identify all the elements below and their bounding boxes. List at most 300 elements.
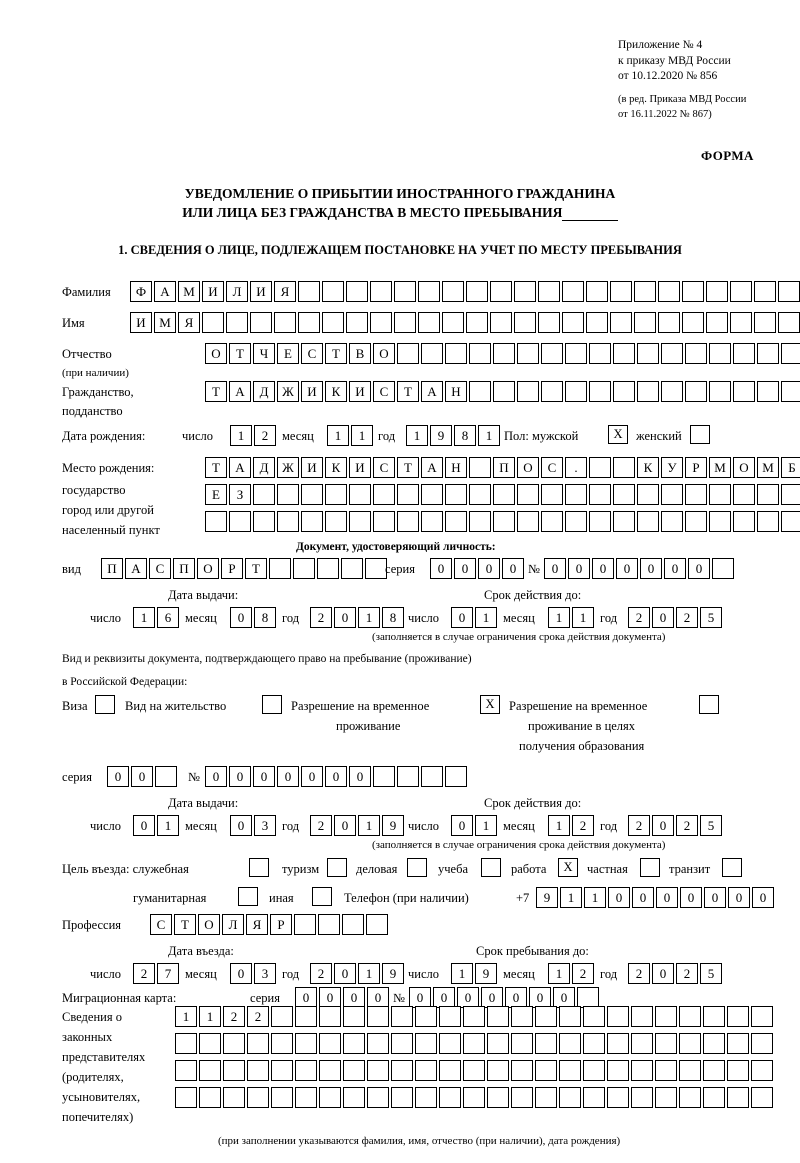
form-cell[interactable]	[247, 1033, 269, 1054]
form-cell[interactable]	[751, 1060, 773, 1081]
form-cell[interactable]	[589, 511, 611, 532]
form-cell[interactable]: Н	[445, 381, 467, 402]
profession-cells[interactable]	[150, 914, 390, 935]
form-cell[interactable]	[661, 381, 683, 402]
form-cell[interactable]: 1	[351, 425, 373, 446]
form-cell[interactable]: И	[250, 281, 272, 302]
form-cell[interactable]: 1	[548, 815, 570, 836]
form-cell[interactable]	[583, 1060, 605, 1081]
form-cell[interactable]	[439, 1033, 461, 1054]
form-cell[interactable]	[370, 312, 392, 333]
form-cell[interactable]	[469, 381, 491, 402]
form-cell[interactable]	[271, 1006, 293, 1027]
temp-residence-checkbox[interactable]: X	[480, 695, 500, 714]
form-cell[interactable]: 0	[334, 607, 356, 628]
form-cell[interactable]	[607, 1060, 629, 1081]
form-cell[interactable]: П	[493, 457, 515, 478]
form-cell[interactable]	[757, 343, 779, 364]
form-cell[interactable]	[226, 312, 248, 333]
form-cell[interactable]	[661, 511, 683, 532]
form-cell[interactable]	[370, 281, 392, 302]
residence-permit-checkbox[interactable]	[262, 695, 282, 714]
form-cell[interactable]	[583, 1087, 605, 1108]
form-cell[interactable]	[679, 1087, 701, 1108]
form-cell[interactable]	[319, 1033, 341, 1054]
legal-rep-row-3-cells[interactable]	[175, 1060, 775, 1081]
form-cell[interactable]	[295, 1060, 317, 1081]
form-cell[interactable]: 0	[430, 558, 452, 579]
purpose-study-checkbox[interactable]	[481, 858, 501, 877]
form-cell[interactable]	[589, 381, 611, 402]
form-cell[interactable]: 0	[608, 887, 630, 908]
form-cell[interactable]	[607, 1033, 629, 1054]
form-cell[interactable]	[658, 281, 680, 302]
birth-place-row-1-cells[interactable]	[205, 457, 800, 478]
form-cell[interactable]: 0	[367, 987, 389, 1008]
issue-day-cells[interactable]	[133, 607, 181, 628]
form-cell[interactable]	[421, 343, 443, 364]
form-cell[interactable]: 0	[131, 766, 153, 787]
form-cell[interactable]	[317, 558, 339, 579]
form-cell[interactable]	[781, 511, 800, 532]
form-cell[interactable]	[511, 1033, 533, 1054]
form-cell[interactable]	[703, 1006, 725, 1027]
form-cell[interactable]: З	[229, 484, 251, 505]
phone-cells[interactable]	[536, 887, 776, 908]
purpose-other-checkbox[interactable]	[312, 887, 332, 906]
form-cell[interactable]: 0	[433, 987, 455, 1008]
form-cell[interactable]	[565, 484, 587, 505]
valid-day-cells[interactable]	[451, 607, 499, 628]
form-cell[interactable]	[421, 484, 443, 505]
surname-cells[interactable]	[130, 281, 800, 302]
form-cell[interactable]: С	[373, 381, 395, 402]
doc-series-cells[interactable]	[430, 558, 526, 579]
form-cell[interactable]: Т	[397, 457, 419, 478]
form-cell[interactable]: 0	[454, 558, 476, 579]
form-cell[interactable]: 0	[505, 987, 527, 1008]
form-cell[interactable]: Р	[221, 558, 243, 579]
form-cell[interactable]	[325, 484, 347, 505]
form-cell[interactable]	[637, 511, 659, 532]
form-cell[interactable]	[175, 1087, 197, 1108]
purpose-transit-checkbox[interactable]	[722, 858, 742, 877]
form-cell[interactable]	[703, 1087, 725, 1108]
form-cell[interactable]: 0	[451, 607, 473, 628]
form-cell[interactable]: 8	[454, 425, 476, 446]
citizenship-cells[interactable]	[205, 381, 800, 402]
form-cell[interactable]	[517, 511, 539, 532]
form-cell[interactable]: Р	[685, 457, 707, 478]
form-cell[interactable]	[445, 343, 467, 364]
form-cell[interactable]	[754, 312, 776, 333]
form-cell[interactable]	[391, 1087, 413, 1108]
form-cell[interactable]	[199, 1060, 221, 1081]
form-cell[interactable]	[631, 1033, 653, 1054]
form-cell[interactable]: 0	[334, 815, 356, 836]
form-cell[interactable]: 1	[584, 887, 606, 908]
form-cell[interactable]	[469, 511, 491, 532]
form-cell[interactable]	[613, 511, 635, 532]
form-cell[interactable]	[269, 558, 291, 579]
form-cell[interactable]	[294, 914, 316, 935]
form-cell[interactable]: 0	[502, 558, 524, 579]
form-cell[interactable]	[733, 511, 755, 532]
doc-kind-cells[interactable]	[101, 558, 389, 579]
form-cell[interactable]	[709, 484, 731, 505]
patronymic-cells[interactable]	[205, 343, 800, 364]
form-cell[interactable]	[586, 281, 608, 302]
form-cell[interactable]	[751, 1087, 773, 1108]
form-cell[interactable]: О	[205, 343, 227, 364]
form-cell[interactable]: И	[130, 312, 152, 333]
form-cell[interactable]: 2	[628, 607, 650, 628]
form-cell[interactable]	[634, 312, 656, 333]
form-cell[interactable]: М	[757, 457, 779, 478]
form-cell[interactable]	[679, 1060, 701, 1081]
form-cell[interactable]	[463, 1033, 485, 1054]
doc-number-cells[interactable]	[544, 558, 736, 579]
form-cell[interactable]: Т	[229, 343, 251, 364]
form-cell[interactable]	[709, 343, 731, 364]
birth-day-cells[interactable]	[230, 425, 278, 446]
form-cell[interactable]	[493, 381, 515, 402]
form-cell[interactable]	[397, 511, 419, 532]
form-cell[interactable]: 1	[406, 425, 428, 446]
form-cell[interactable]	[343, 1006, 365, 1027]
form-cell[interactable]	[679, 1033, 701, 1054]
form-cell[interactable]	[487, 1006, 509, 1027]
form-cell[interactable]	[199, 1033, 221, 1054]
form-cell[interactable]	[202, 312, 224, 333]
purpose-private-checkbox[interactable]	[640, 858, 660, 877]
stay-year-cells[interactable]	[628, 963, 724, 984]
edu-residence-checkbox[interactable]	[699, 695, 719, 714]
form-cell[interactable]: О	[197, 558, 219, 579]
form-cell[interactable]	[658, 312, 680, 333]
form-cell[interactable]: Б	[781, 457, 800, 478]
form-cell[interactable]: Т	[174, 914, 196, 935]
form-cell[interactable]	[367, 1033, 389, 1054]
form-cell[interactable]	[490, 281, 512, 302]
form-cell[interactable]	[511, 1060, 533, 1081]
form-cell[interactable]: 2	[310, 963, 332, 984]
form-cell[interactable]	[293, 558, 315, 579]
form-cell[interactable]: В	[349, 343, 371, 364]
form-cell[interactable]	[586, 312, 608, 333]
form-cell[interactable]	[778, 281, 800, 302]
form-cell[interactable]: 0	[409, 987, 431, 1008]
form-cell[interactable]: 9	[382, 815, 404, 836]
migration-number-cells[interactable]	[409, 987, 601, 1008]
form-cell[interactable]	[751, 1033, 773, 1054]
form-cell[interactable]	[229, 511, 251, 532]
form-cell[interactable]: Т	[397, 381, 419, 402]
issue-month-cells[interactable]	[230, 607, 278, 628]
form-cell[interactable]	[562, 312, 584, 333]
form-cell[interactable]: 0	[230, 607, 252, 628]
form-cell[interactable]: И	[301, 381, 323, 402]
form-cell[interactable]	[342, 914, 364, 935]
form-cell[interactable]: Д	[253, 457, 275, 478]
permit-valid-day-cells[interactable]	[451, 815, 499, 836]
form-cell[interactable]: 0	[457, 987, 479, 1008]
form-cell[interactable]	[655, 1033, 677, 1054]
form-cell[interactable]	[271, 1033, 293, 1054]
form-cell[interactable]: Т	[325, 343, 347, 364]
form-cell[interactable]: А	[421, 381, 443, 402]
form-cell[interactable]: 0	[728, 887, 750, 908]
form-cell[interactable]	[535, 1033, 557, 1054]
form-cell[interactable]	[727, 1087, 749, 1108]
form-cell[interactable]	[679, 1006, 701, 1027]
form-cell[interactable]	[277, 484, 299, 505]
form-cell[interactable]	[682, 312, 704, 333]
form-cell[interactable]: П	[101, 558, 123, 579]
permit-series-cells[interactable]	[107, 766, 179, 787]
form-cell[interactable]: 0	[688, 558, 710, 579]
form-cell[interactable]: 7	[157, 963, 179, 984]
purpose-humanitarian-checkbox[interactable]	[238, 887, 258, 906]
form-cell[interactable]: 0	[107, 766, 129, 787]
form-cell[interactable]: 0	[277, 766, 299, 787]
form-cell[interactable]	[325, 511, 347, 532]
form-cell[interactable]: О	[198, 914, 220, 935]
form-cell[interactable]	[155, 766, 177, 787]
form-cell[interactable]: 1	[548, 607, 570, 628]
form-cell[interactable]	[365, 558, 387, 579]
legal-rep-row-2-cells[interactable]	[175, 1033, 775, 1054]
form-cell[interactable]	[223, 1087, 245, 1108]
form-cell[interactable]	[463, 1087, 485, 1108]
form-cell[interactable]: 0	[529, 987, 551, 1008]
form-cell[interactable]	[439, 1087, 461, 1108]
form-cell[interactable]	[685, 381, 707, 402]
form-cell[interactable]: 0	[640, 558, 662, 579]
permit-valid-year-cells[interactable]	[628, 815, 724, 836]
form-cell[interactable]: М	[154, 312, 176, 333]
form-cell[interactable]: 0	[205, 766, 227, 787]
form-cell[interactable]: 0	[616, 558, 638, 579]
form-cell[interactable]	[631, 1060, 653, 1081]
form-cell[interactable]	[346, 281, 368, 302]
form-cell[interactable]	[631, 1006, 653, 1027]
form-cell[interactable]: Д	[253, 381, 275, 402]
form-cell[interactable]: 1	[157, 815, 179, 836]
form-cell[interactable]	[514, 312, 536, 333]
form-cell[interactable]: 1	[230, 425, 252, 446]
form-cell[interactable]: 2	[254, 425, 276, 446]
form-cell[interactable]	[349, 511, 371, 532]
form-cell[interactable]: 0	[704, 887, 726, 908]
form-cell[interactable]	[343, 1060, 365, 1081]
form-cell[interactable]: 0	[230, 963, 252, 984]
purpose-service-checkbox[interactable]	[249, 858, 269, 877]
form-cell[interactable]: 0	[133, 815, 155, 836]
form-cell[interactable]: А	[125, 558, 147, 579]
form-cell[interactable]	[373, 484, 395, 505]
form-cell[interactable]: 2	[133, 963, 155, 984]
form-cell[interactable]	[175, 1033, 197, 1054]
form-cell[interactable]	[703, 1033, 725, 1054]
form-cell[interactable]	[343, 1087, 365, 1108]
form-cell[interactable]: Ч	[253, 343, 275, 364]
form-cell[interactable]: И	[349, 381, 371, 402]
valid-month-cells[interactable]	[548, 607, 596, 628]
form-cell[interactable]	[367, 1060, 389, 1081]
form-cell[interactable]: 0	[301, 766, 323, 787]
purpose-tourism-checkbox[interactable]	[327, 858, 347, 877]
form-cell[interactable]	[517, 343, 539, 364]
form-cell[interactable]: Р	[270, 914, 292, 935]
form-cell[interactable]	[541, 484, 563, 505]
form-cell[interactable]	[781, 343, 800, 364]
issue-year-cells[interactable]	[310, 607, 406, 628]
entry-month-cells[interactable]	[230, 963, 278, 984]
form-cell[interactable]	[223, 1060, 245, 1081]
form-cell[interactable]	[469, 457, 491, 478]
form-cell[interactable]	[661, 343, 683, 364]
form-cell[interactable]	[511, 1087, 533, 1108]
form-cell[interactable]	[319, 1006, 341, 1027]
form-cell[interactable]	[613, 484, 635, 505]
form-cell[interactable]	[607, 1006, 629, 1027]
form-cell[interactable]	[562, 281, 584, 302]
form-cell[interactable]: Е	[277, 343, 299, 364]
form-cell[interactable]	[589, 457, 611, 478]
form-cell[interactable]	[751, 1006, 773, 1027]
form-cell[interactable]: С	[150, 914, 172, 935]
form-cell[interactable]	[175, 1060, 197, 1081]
legal-rep-row-4-cells[interactable]	[175, 1087, 775, 1108]
form-cell[interactable]	[373, 511, 395, 532]
form-cell[interactable]: 5	[700, 815, 722, 836]
form-cell[interactable]: 0	[553, 987, 575, 1008]
permit-issue-month-cells[interactable]	[230, 815, 278, 836]
form-cell[interactable]: Т	[205, 381, 227, 402]
form-cell[interactable]	[318, 914, 340, 935]
form-cell[interactable]: К	[637, 457, 659, 478]
form-cell[interactable]: 0	[325, 766, 347, 787]
form-cell[interactable]: 2	[310, 607, 332, 628]
form-cell[interactable]	[511, 1006, 533, 1027]
entry-year-cells[interactable]	[310, 963, 406, 984]
form-cell[interactable]	[421, 766, 443, 787]
form-cell[interactable]: Я	[178, 312, 200, 333]
form-cell[interactable]: 2	[676, 607, 698, 628]
form-cell[interactable]: 0	[295, 987, 317, 1008]
form-cell[interactable]	[277, 511, 299, 532]
form-cell[interactable]	[559, 1006, 581, 1027]
form-cell[interactable]	[295, 1087, 317, 1108]
form-cell[interactable]: 1	[358, 607, 380, 628]
form-cell[interactable]: 0	[544, 558, 566, 579]
form-cell[interactable]	[709, 511, 731, 532]
form-cell[interactable]	[781, 381, 800, 402]
form-cell[interactable]	[733, 381, 755, 402]
form-cell[interactable]	[466, 312, 488, 333]
form-cell[interactable]	[247, 1060, 269, 1081]
form-cell[interactable]	[589, 343, 611, 364]
form-cell[interactable]	[295, 1033, 317, 1054]
form-cell[interactable]	[487, 1033, 509, 1054]
form-cell[interactable]	[559, 1060, 581, 1081]
form-cell[interactable]	[661, 484, 683, 505]
form-cell[interactable]	[655, 1060, 677, 1081]
form-cell[interactable]	[541, 381, 563, 402]
form-cell[interactable]: 2	[628, 815, 650, 836]
form-cell[interactable]	[253, 511, 275, 532]
form-cell[interactable]	[415, 1087, 437, 1108]
form-cell[interactable]: 5	[700, 607, 722, 628]
form-cell[interactable]	[610, 312, 632, 333]
form-cell[interactable]	[685, 343, 707, 364]
form-cell[interactable]: М	[178, 281, 200, 302]
form-cell[interactable]	[373, 766, 395, 787]
form-cell[interactable]	[343, 1033, 365, 1054]
form-cell[interactable]	[589, 484, 611, 505]
form-cell[interactable]: 1	[548, 963, 570, 984]
form-cell[interactable]: 0	[319, 987, 341, 1008]
form-cell[interactable]	[706, 312, 728, 333]
form-cell[interactable]	[394, 312, 416, 333]
form-cell[interactable]: О	[733, 457, 755, 478]
form-cell[interactable]	[469, 484, 491, 505]
form-cell[interactable]: 0	[253, 766, 275, 787]
form-cell[interactable]	[418, 312, 440, 333]
form-cell[interactable]	[397, 484, 419, 505]
form-cell[interactable]: 6	[157, 607, 179, 628]
form-cell[interactable]: 2	[628, 963, 650, 984]
form-cell[interactable]	[319, 1060, 341, 1081]
form-cell[interactable]	[712, 558, 734, 579]
form-cell[interactable]: 8	[382, 607, 404, 628]
form-cell[interactable]	[271, 1087, 293, 1108]
form-cell[interactable]	[415, 1060, 437, 1081]
form-cell[interactable]: .	[565, 457, 587, 478]
form-cell[interactable]: Е	[205, 484, 227, 505]
form-cell[interactable]	[463, 1006, 485, 1027]
birth-place-row-3-cells[interactable]	[205, 511, 800, 532]
form-cell[interactable]	[541, 343, 563, 364]
valid-year-cells[interactable]	[628, 607, 724, 628]
form-cell[interactable]: О	[517, 457, 539, 478]
form-cell[interactable]	[421, 511, 443, 532]
form-cell[interactable]	[583, 1033, 605, 1054]
form-cell[interactable]: 0	[568, 558, 590, 579]
form-cell[interactable]	[439, 1060, 461, 1081]
form-cell[interactable]	[613, 381, 635, 402]
form-cell[interactable]: 3	[254, 963, 276, 984]
form-cell[interactable]: 0	[451, 815, 473, 836]
form-cell[interactable]	[655, 1087, 677, 1108]
form-cell[interactable]	[418, 281, 440, 302]
form-cell[interactable]	[493, 484, 515, 505]
form-cell[interactable]: А	[229, 381, 251, 402]
form-cell[interactable]: 5	[700, 963, 722, 984]
form-cell[interactable]: 2	[223, 1006, 245, 1027]
form-cell[interactable]	[613, 343, 635, 364]
form-cell[interactable]	[757, 484, 779, 505]
form-cell[interactable]	[655, 1006, 677, 1027]
form-cell[interactable]: 3	[254, 815, 276, 836]
form-cell[interactable]	[442, 312, 464, 333]
form-cell[interactable]	[727, 1033, 749, 1054]
entry-day-cells[interactable]	[133, 963, 181, 984]
form-cell[interactable]	[757, 511, 779, 532]
form-cell[interactable]	[439, 1006, 461, 1027]
form-cell[interactable]: 1	[199, 1006, 221, 1027]
